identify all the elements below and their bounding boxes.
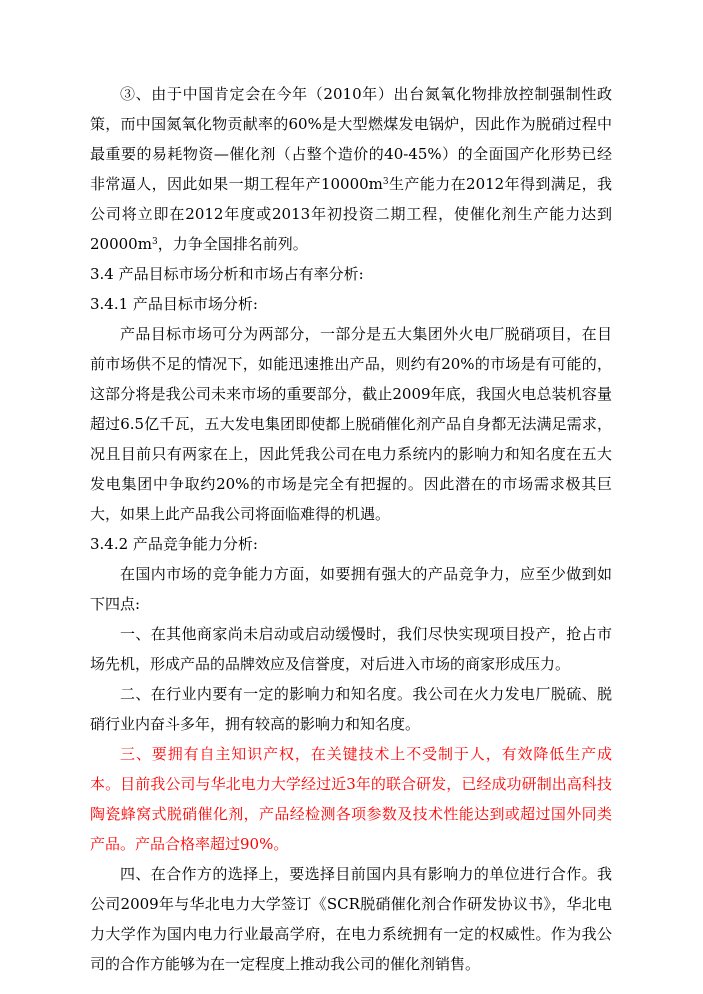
cubic-meter-superscript: 3 [382, 177, 389, 187]
section-heading-3-4-1: 3.4.1 产品目标市场分析: [90, 295, 258, 313]
paragraph-point-two: 二、在行业内要有一定的影响力和知名度。我公司在火力发电厂脱硫、脱硝行业内奋斗多年，拥有较高的影响力和知名度。 [90, 685, 612, 733]
paragraph-catalyst-policy-part3: ，力争全国排名前列。 [157, 235, 308, 253]
section-heading-3-4-2: 3.4.2 产品竞争能力分析: [90, 535, 258, 553]
paragraph-catalyst-policy-part2: 生产能力在2012年得到满足，我公司将立即在2012年度或2013年初投资二期工程，使催化剂生产能力达到20000m [90, 175, 612, 253]
paragraph-point-three-highlighted: 三、要拥有自主知识产权，在关键技术上不受制于人，有效降低生产成本。目前我公司与华北电力大学经过近3年的联合研发，已经成功研制出高科技陶瓷蜂窝式脱硝催化剂，产品经检测各项参数及技术性能达到或超过国外同类产品。产品合格率超过90%。 [90, 745, 612, 853]
cubic-meter-superscript: 3 [151, 237, 158, 247]
document-page [90, 79, 612, 979]
paragraph-point-one: 一、在其他商家尚未启动或启动缓慢时，我们尽快实现项目投产，抢占市场先机，形成产品的品牌效应及信誉度，对后进入市场的商家形成压力。 [90, 625, 612, 673]
paragraph-target-market: 产品目标市场可分为两部分，一部分是五大集团外火电厂脱硝项目，在目前市场供不足的情况下，如能迅速推出产品，则约有20%的市场是有可能的，这部分将是我公司未来市场的重要部分，截止2009年底，我国火电总装机容量超过6.5亿千瓦，五大发电集团即使都上脱硝催化剂产品自身都无法满足需求，况且目前只有两家在上，因此凭我公司在电力系统内的影响力和知名度在五大发电集团中争取约20%的市场是完全有把握的。因此潜在的市场需求极其巨大，如果上此产品我公司将面临难得的机遇。 [90, 325, 612, 523]
paragraph-catalyst-policy-part1: ③、由于中国肯定会在今年（2010年）出台氮氧化物排放控制强制性政策，而中国氮氧化物贡献率的60%是大型燃煤发电锅炉，因此作为脱硝过程中最重要的易耗物资—催化剂（占整个造价的40-45%）的全面国产化形势已经非常逼人，因此如果一期工程年产10000m [90, 85, 612, 193]
paragraph-point-four: 四、在合作方的选择上，要选择目前国内具有影响力的单位进行合作。我公司2009年与华北电力大学签订《SCR脱硝催化剂合作研发协议书》，华北电力大学作为国内电力行业最高学府，在电力系统拥有一定的权威性。作为我公司的合作方能够为在一定程度上推动我公司的催化剂销售。 [90, 865, 612, 973]
section-heading-3-4: 3.4 产品目标市场分析和市场占有率分析: [90, 265, 364, 283]
paragraph-competitiveness-intro: 在国内市场的竞争能力方面，如要拥有强大的产品竞争力，应至少做到如下四点: [90, 565, 612, 613]
paragraph-catalyst-policy [90, 79, 612, 259]
